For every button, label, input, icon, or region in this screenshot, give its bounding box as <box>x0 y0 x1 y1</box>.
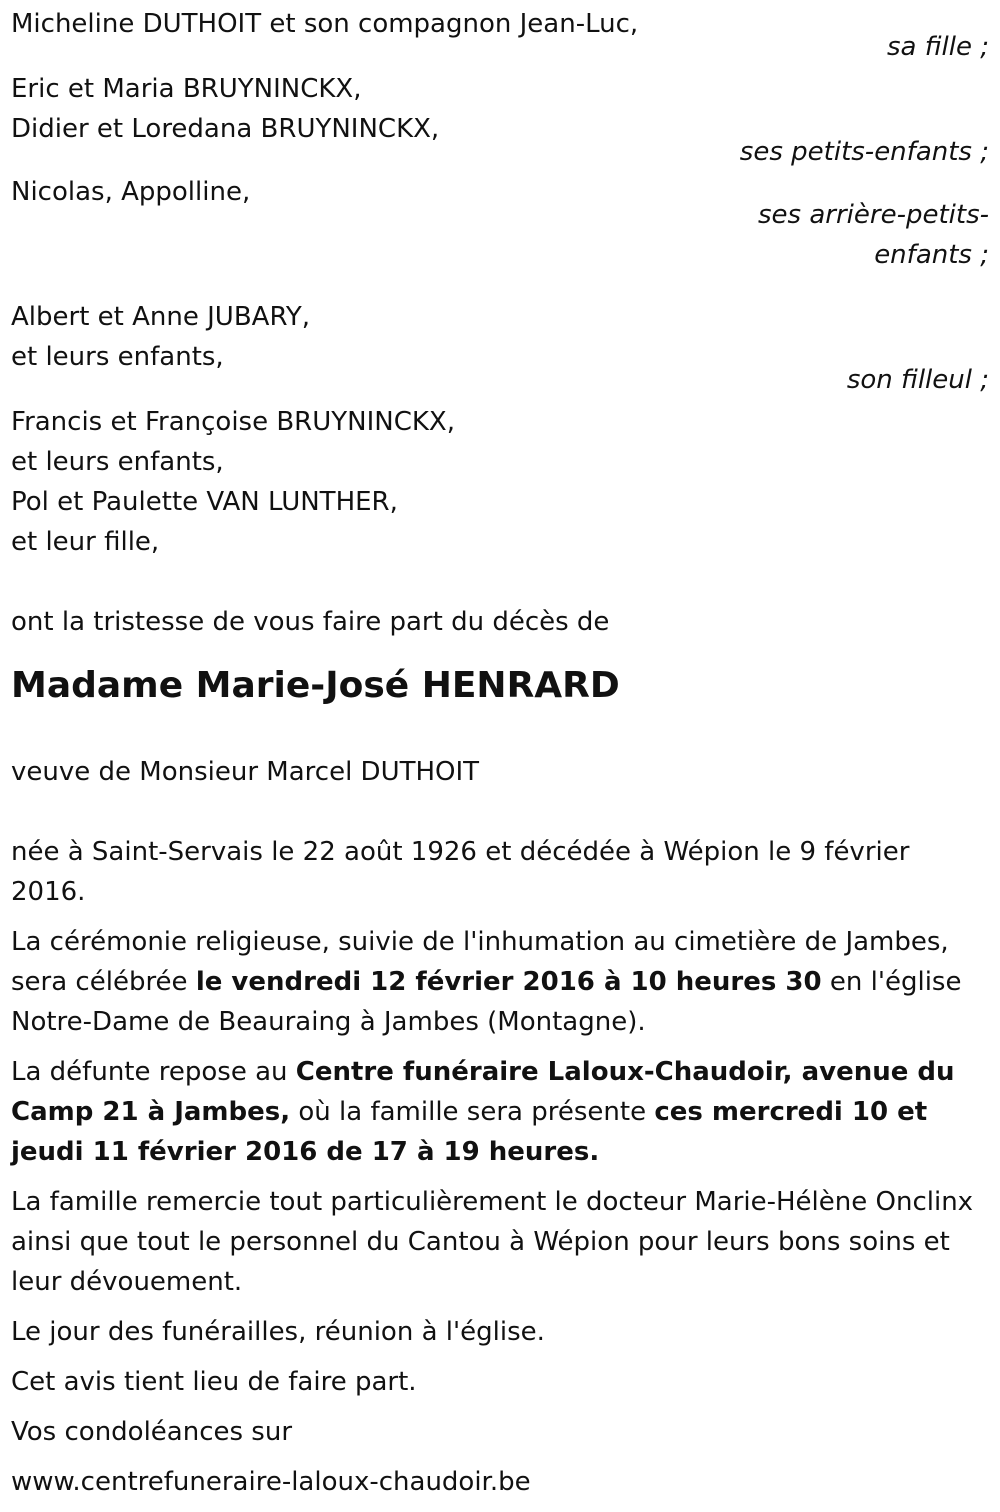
rest-paragraph <box>11 1052 991 1172</box>
funeral-day-paragraph <box>11 1312 991 1352</box>
birth-death-text: née à Saint-Servais le 22 août 1926 et décédée à Wépion le 9 février 2016. <box>11 837 910 907</box>
great-grandchildren-relation-1: ses arrière-petits- <box>758 200 989 230</box>
others-line-1: Francis et Françoise BRUYNINCKX, <box>11 407 456 437</box>
great-grandchildren-line: Nicolas, Appolline, <box>11 177 251 207</box>
website-paragraph <box>11 1462 991 1502</box>
rest-location: Centre funéraire Laloux-Chaudoir, avenue du Camp 21 à Jambes, <box>11 1057 955 1127</box>
ceremony-date: le vendredi 12 février 2016 à 10 heures 30 <box>195 967 822 997</box>
funeral-day-text: Le jour des funérailles, réunion à l'église. <box>11 1317 545 1347</box>
ceremony-text-1: La cérémonie religieuse, suivie de l'inhumation au cimetière de Jambes, sera célébrée <box>11 927 949 997</box>
thanks-text: La famille remercie tout particulièrement le docteur Marie-Hélène Onclinx ainsi que tout le personnel du Cantou à Wépion pour leurs bons soins et leur dévouement. <box>11 1187 974 1297</box>
family-grandchildren <box>11 69 991 172</box>
grandchildren-line-1: Eric et Maria BRUYNINCKX, <box>11 74 362 104</box>
deceased-name: Madame Marie-José HENRARD <box>11 665 620 706</box>
godson-relation: son filleul ; <box>846 365 989 395</box>
rest-text-1: La défunte repose au <box>11 1057 296 1087</box>
rest-text-2: où la famille sera présente <box>290 1097 655 1127</box>
grandchildren-relation: ses petits-enfants ; <box>739 137 989 167</box>
daughter-relation: sa fille ; <box>886 32 989 62</box>
daughter-line: Micheline DUTHOIT et son compagnon Jean-Luc, <box>11 9 639 39</box>
widow-of: veuve de Monsieur Marcel DUTHOIT <box>11 757 480 787</box>
obituary-notice <box>11 4 991 1512</box>
family-great-grandchildren <box>11 172 991 275</box>
website-link[interactable]: www.centrefuneraire-laloux-chaudoir.be <box>11 1467 531 1497</box>
announcement: ont la tristesse de vous faire part du décès de <box>11 607 610 637</box>
ceremony-paragraph <box>11 922 991 1042</box>
notice-paragraph <box>11 1362 991 1402</box>
condolences-paragraph <box>11 1412 991 1452</box>
ceremony-text-2: en l'église Notre-Dame de Beauraing à Jambes (Montagne). <box>11 967 962 1037</box>
others-line-3: Pol et Paulette VAN LUNTHER, <box>11 487 398 517</box>
birth-death-paragraph <box>11 832 991 912</box>
notice-text: Cet avis tient lieu de faire part. <box>11 1367 417 1397</box>
family-godson <box>11 297 991 400</box>
family-others <box>11 402 991 562</box>
family-daughter <box>11 4 991 67</box>
grandchildren-line-2: Didier et Loredana BRUYNINCKX, <box>11 114 440 144</box>
thanks-paragraph <box>11 1182 991 1302</box>
great-grandchildren-relation-2: enfants ; <box>874 240 989 270</box>
godson-line-2: et leurs enfants, <box>11 342 224 372</box>
rest-visiting-hours: ces mercredi 10 et jeudi 11 février 2016 de 17 à 19 heures. <box>11 1097 928 1167</box>
others-line-4: et leur fille, <box>11 527 160 557</box>
others-line-2: et leurs enfants, <box>11 447 224 477</box>
condolences-label: Vos condoléances sur <box>11 1417 293 1447</box>
godson-line-1: Albert et Anne JUBARY, <box>11 302 310 332</box>
